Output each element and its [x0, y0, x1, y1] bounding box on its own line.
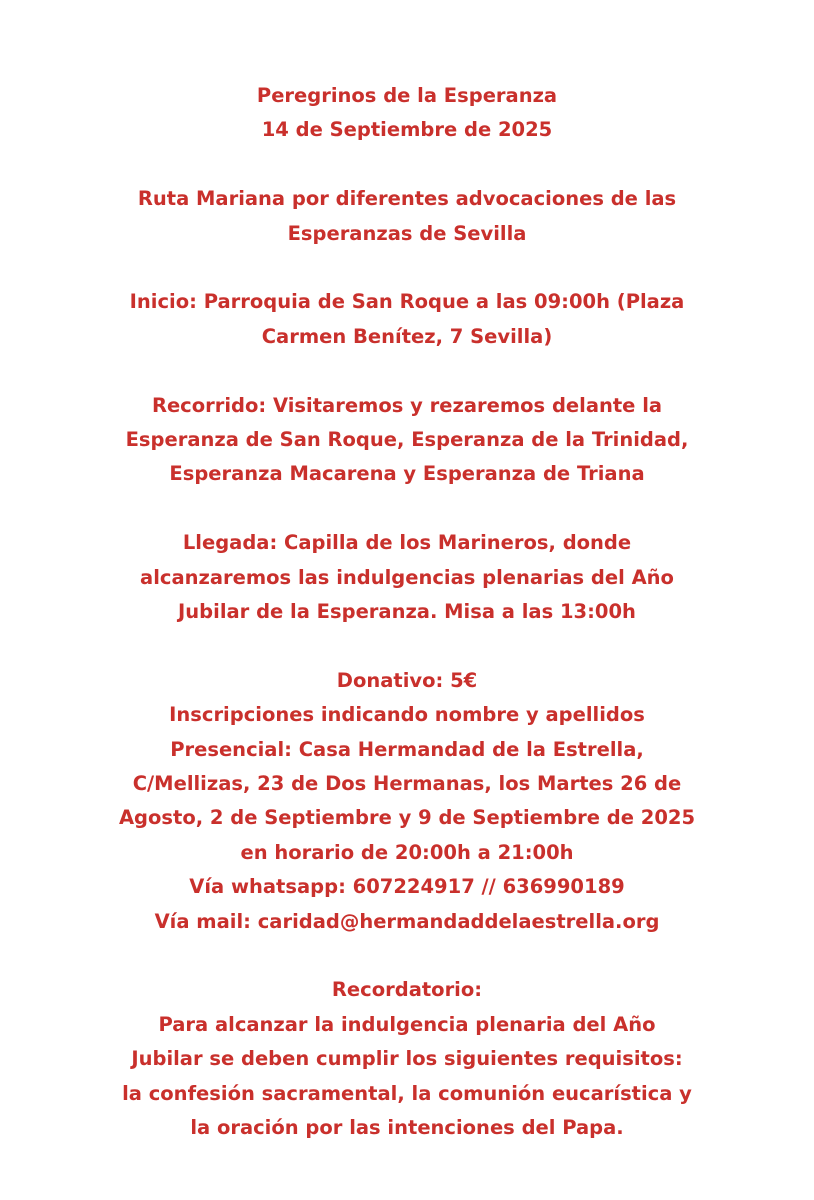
in-person-line: Agosto, 2 de Septiembre y 9 de Septiembre de 2025	[118, 806, 696, 830]
event-title: Peregrinos de la Esperanza	[256, 84, 558, 107]
itinerary-line: Esperanza Macarena y Esperanza de Triana	[169, 462, 645, 486]
registration-instructions: Inscripciones indicando nombre y apellidos	[169, 703, 645, 727]
arrival-line: Llegada: Capilla de los Marineros, donde	[182, 531, 632, 555]
start-line: Inicio: Parroquia de San Roque a las 09:00h (Plaza	[129, 290, 685, 314]
event-date: 14 de Septiembre de 2025	[261, 118, 553, 142]
donation-line: Donativo: 5€	[336, 668, 478, 692]
itinerary-line: Esperanza de San Roque, Esperanza de la Trinidad,	[125, 428, 689, 452]
in-person-line: C/Mellizas, 23 de Dos Hermanas, los Martes 26 de	[132, 772, 682, 796]
arrival-block	[40, 526, 774, 629]
header-block	[40, 79, 774, 148]
route-line: Esperanzas de Sevilla	[287, 221, 527, 245]
reminder-block	[40, 973, 774, 1145]
itinerary-block	[40, 389, 774, 492]
reminder-line: la oración por las intenciones del Papa.	[190, 1116, 624, 1140]
start-block	[40, 285, 774, 354]
flyer-content	[40, 79, 774, 1146]
reminder-line: la confesión sacramental, la comunión eucarística y	[122, 1081, 692, 1105]
reminder-line: Jubilar se deben cumplir los siguientes requisitos:	[131, 1047, 683, 1071]
in-person-line: Presencial: Casa Hermandad de la Estrella,	[170, 737, 644, 761]
mail-line: Vía mail: caridad@hermandaddelaestrella.org	[154, 909, 660, 933]
route-block	[40, 182, 774, 251]
registration-block	[40, 664, 774, 939]
start-line: Carmen Benítez, 7 Sevilla)	[261, 324, 553, 348]
reminder-heading: Recordatorio:	[331, 978, 483, 1002]
arrival-line: alcanzaremos las indulgencias plenarias del Año	[140, 565, 674, 589]
reminder-line: Para alcanzar la indulgencia plenaria del Año	[158, 1012, 656, 1036]
in-person-line: en horario de 20:00h a 21:00h	[240, 840, 574, 864]
whatsapp-line: Vía whatsapp: 607224917 // 636990189	[189, 875, 625, 899]
itinerary-line: Recorrido: Visitaremos y rezaremos delante la	[151, 393, 663, 417]
route-line: Ruta Mariana por diferentes advocaciones de las	[137, 187, 677, 211]
arrival-line: Jubilar de la Esperanza. Misa a las 13:00h	[178, 600, 636, 624]
